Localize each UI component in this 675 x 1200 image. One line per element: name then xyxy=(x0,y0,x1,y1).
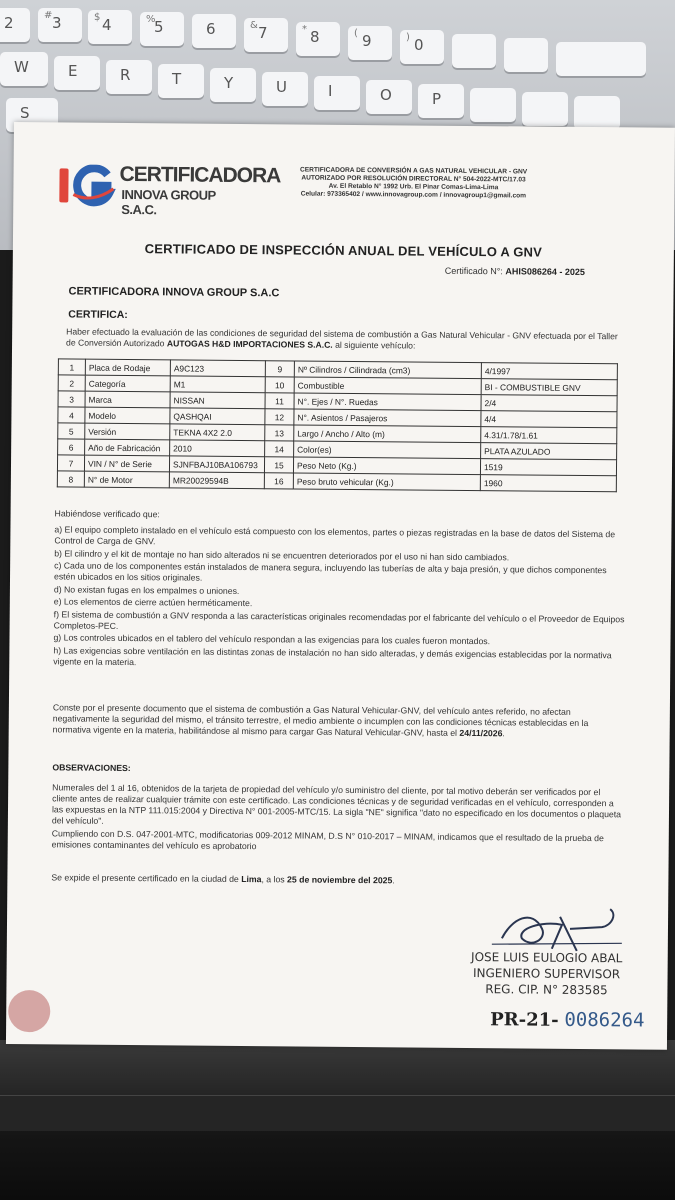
key xyxy=(504,38,548,72)
key: Y xyxy=(210,68,256,102)
verification-item: e) Los elementos de cierre actúen herméticamente. xyxy=(53,596,253,609)
key: O xyxy=(366,80,412,114)
vehicle-table-cell: Año de Fabricación xyxy=(85,439,170,456)
key xyxy=(574,96,620,130)
issued-date: 25 de noviembre del 2025 xyxy=(287,874,393,886)
pr-prefix: PR-21- xyxy=(490,1009,559,1031)
vehicle-table-cell: N°. Asientos / Pasajeros xyxy=(294,409,481,427)
key: # 3 xyxy=(38,8,82,42)
vehicle-table-cell: SJNFBAJ10BA106793 xyxy=(169,456,264,473)
vehicle-table-cell: M1 xyxy=(170,376,265,393)
key: I xyxy=(314,76,360,110)
vehicle-table-cell: 1519 xyxy=(480,459,616,476)
letterhead-line: Av. El Retablo N° 1992 Urb. El Pinar Comas-Lima-Lima xyxy=(328,182,499,192)
intro-text-end: al siguiente vehículo: xyxy=(332,339,416,351)
vehicle-table-cell: VIN / N° de Serie xyxy=(84,455,169,472)
key: * 8 xyxy=(296,22,340,56)
intro-text: Haber efectuado la evaluación de las condiciones de seguridad del sistema de combustión a Gas Natural Vehicular - GNV efectuada por el Taller de Conversión Autorizado xyxy=(66,326,618,348)
vehicle-table-cell: Peso bruto vehicular (Kg.) xyxy=(293,473,480,491)
verification-item: h) Las exigencias sobre ventilación en las distintas zonas de instalación no han sido alteradas, y demás exigencias establecidas por la normativa vigente en la materia. xyxy=(53,644,612,667)
verification-list xyxy=(53,524,626,671)
vehicle-table-cell: 2 xyxy=(58,375,85,391)
ig-logo-icon xyxy=(55,164,117,207)
key xyxy=(556,42,646,76)
issued-text: Se expide el presente certificado en la ciudad de xyxy=(51,872,242,885)
letterhead xyxy=(263,166,563,201)
vehicle-table-cell: 14 xyxy=(265,441,294,457)
vehicle-table-cell: Placa de Rodaje xyxy=(85,359,170,376)
key: R xyxy=(106,60,152,94)
vehicle-table-cell: 4/4 xyxy=(481,411,617,428)
letterhead-line: CERTIFICADORA DE CONVERSIÓN A GAS NATURAL VEHICULAR - GNV xyxy=(299,166,528,176)
vehicle-table-cell: 3 xyxy=(58,391,85,407)
signer-registration: REG. CIP. N° 283585 xyxy=(485,982,608,998)
vehicle-table-cell: 4.31/1.78/1.61 xyxy=(481,427,617,444)
vehicle-table-cell: 2/4 xyxy=(481,395,617,412)
conste-end: . xyxy=(502,728,505,739)
company-name: CERTIFICADORA INNOVA GROUP S.A.C xyxy=(68,285,280,300)
vehicle-table-cell: PLATA AZULADO xyxy=(481,443,617,460)
key xyxy=(522,92,568,126)
vehicle-table-cell: NISSAN xyxy=(170,392,265,409)
key: U xyxy=(262,72,308,106)
intro-paragraph xyxy=(66,326,626,352)
conste-text: Conste por el presente documento que el sistema de combustión a Gas Natural Vehicular-GNV, del vehículo antes referido, no afectan negativamente la seguridad del mismo, el tránsito terrestre, el medio ambiente o incumplen con las condiciones técnicas establecidas en la normativa vigente en la materia, habilitándose al mismo para cargar Gas Natural Vehicular-GNV, hasta el xyxy=(52,702,589,738)
vehicle-table-cell: 12 xyxy=(265,409,294,425)
key xyxy=(470,88,516,122)
key: ( 9 xyxy=(348,26,392,60)
key: & 7 xyxy=(244,18,288,52)
observacion-item: Cumpliendo con D.S. 047-2001-MTC, modificatorias 009-2012 MINAM, D.S N° 010-2017 – MINAM, indicamos que el resultado de la prueba de emisiones contaminantes del vehículo es aprobatorio xyxy=(51,827,604,851)
issued-text2: , a los xyxy=(261,874,288,885)
issued-line xyxy=(51,872,623,888)
vehicle-table-cell: 8 xyxy=(57,471,84,487)
verification-item: d) No existan fugas en los empalmes o uniones. xyxy=(53,583,240,596)
key: $ 4 xyxy=(88,10,132,44)
observacion-item: Numerales del 1 al 16, obtenidos de la tarjeta de propiedad del vehículo y/o suministro del cliente, por tal motivo deberán ser verificados por el cliente antes de realizar cualquier trámite con este certificado. Las condiciones técnicas y de seguridad verificadas en el vehículo, corresponden a las expuestas en la NTP 111.015:2004 y Directiva N° 001-2005-MTC/15. La sigla "NE" significa "dato no especificado en los documentos o plaqueta del vehículo". xyxy=(51,782,622,826)
vehicle-table-cell: QASHQAI xyxy=(170,408,265,425)
verification-item: c) Cada uno de los componentes están instalados de manera segura, incluyendo las tuberías de alta y baja presión, y que dichos componentes estén ubicados en los sitios originales. xyxy=(53,560,607,583)
vehicle-table-cell: 9 xyxy=(265,361,294,377)
vehicle-table-cell: 2010 xyxy=(170,440,265,457)
issued-end: . xyxy=(392,875,395,886)
issued-city: Lima xyxy=(241,874,262,885)
verification-item: f) El sistema de combustión a GNV responda a las características originales recomendadas por el fabricante del vehículo o el Proveedor de Equipos Completos-PEC. xyxy=(53,608,625,631)
vehicle-table-cell: 15 xyxy=(264,457,293,473)
certificate-number-label: Certificado N°: xyxy=(444,265,503,277)
vehicle-table-cell: N° de Motor xyxy=(84,471,169,488)
company-logo xyxy=(55,160,281,218)
key: P xyxy=(418,84,464,118)
desk-shelf xyxy=(0,1095,675,1131)
vehicle-table-cell: Combustible xyxy=(294,377,481,395)
vehicle-table-cell: Color(es) xyxy=(294,441,481,459)
vehicle-table-cell: Modelo xyxy=(85,407,170,424)
certificate-paper xyxy=(6,122,675,1050)
vehicle-table-cell: 6 xyxy=(58,439,85,455)
document-title: CERTIFICADO DE INSPECCIÓN ANUAL DEL VEHÍCULO A GNV xyxy=(144,241,543,260)
vehicle-table-cell: TEKNA 4X2 2.0 xyxy=(170,424,265,441)
signer-name: JOSE LUIS EULOGIO ABAL xyxy=(470,950,623,966)
vehicle-table-cell: 1 xyxy=(58,359,85,375)
key: ) 0 xyxy=(400,30,444,64)
vehicle-table-cell: 11 xyxy=(265,393,294,409)
vehicle-table-cell: Nº Cilindros / Cilindrada (cm3) xyxy=(294,361,481,379)
pr-serial xyxy=(490,1008,644,1031)
signer-role: INGENIERO SUPERVISOR xyxy=(472,966,621,982)
pr-number: 0086264 xyxy=(564,1008,645,1032)
verification-item: g) Los controles ubicados en el tablero del vehículo respondan a las exigencias para los cuales fueron montados. xyxy=(53,632,491,647)
key: T xyxy=(158,64,204,98)
vehicle-table-cell: Categoría xyxy=(85,375,170,392)
verification-section xyxy=(53,508,626,673)
vehicle-table-cell: 7 xyxy=(57,455,84,471)
signature-block xyxy=(461,898,632,1019)
vehicle-table-cell: 5 xyxy=(58,423,85,439)
key: E xyxy=(54,56,100,90)
vehicle-table-cell: Marca xyxy=(85,391,170,408)
vehicle-data-table xyxy=(57,358,618,492)
key xyxy=(452,34,496,68)
key: 6 xyxy=(192,14,236,48)
red-stamp xyxy=(8,990,50,1032)
verification-item: a) El equipo completo instalado en el vehículo está compuesto con los elementos, partes o piezas registradas en la base de datos del Sistema de Control de Carga de GNV. xyxy=(54,524,616,547)
observaciones-list xyxy=(52,782,625,856)
certifica-heading: CERTIFICA: xyxy=(68,308,128,322)
workshop-name: AUTOGAS H&D IMPORTACIONES S.A.C. xyxy=(166,337,333,350)
letterhead-line: AUTORIZADO POR RESOLUCIÓN DIRECTORAL N° 504-2022-MTC/17.03 xyxy=(301,174,526,184)
vehicle-table-cell: Largo / Ancho / Alto (m) xyxy=(294,425,481,443)
logo-line1: CERTIFICADORA xyxy=(119,162,281,188)
vehicle-table-cell: 1960 xyxy=(480,475,616,492)
observaciones-heading: OBSERVACIONES: xyxy=(52,762,131,774)
valid-until-date: 24/11/2026 xyxy=(459,727,503,739)
key: % 5 xyxy=(140,12,184,46)
verification-item: b) El cilindro y el kit de montaje no han sido alterados ni se encuentren deteriorados por el uso ni han sido cambiados. xyxy=(54,547,510,562)
vehicle-table-cell: Peso Neto (Kg.) xyxy=(293,457,480,475)
vehicle-table-cell: BI - COMBUSTIBLE GNV xyxy=(481,379,617,396)
certificate-number xyxy=(445,266,585,277)
conste-paragraph xyxy=(53,702,625,740)
vehicle-table-cell: A9C123 xyxy=(170,360,265,377)
certificate-number-value: AHIS086264 - 2025 xyxy=(505,266,585,277)
key: W xyxy=(0,52,48,86)
key: S xyxy=(6,98,58,132)
key: 2 xyxy=(0,8,30,42)
verified-intro: Habiéndose verificado que: xyxy=(54,508,160,520)
letterhead-line: Celular: 973365402 / www.innovagroup.com / innovagroup1@gmail.com xyxy=(300,190,527,200)
vehicle-table-cell: 4 xyxy=(58,407,85,423)
logo-line2: INNOVA GROUP S.A.C. xyxy=(121,186,216,218)
vehicle-table-cell: Versión xyxy=(85,423,170,440)
vehicle-table-cell: MR20029594B xyxy=(169,472,264,489)
vehicle-table-cell: 13 xyxy=(265,425,294,441)
vehicle-table-cell: N°. Ejes / N°. Ruedas xyxy=(294,393,481,411)
vehicle-table-cell: 16 xyxy=(264,473,293,489)
vehicle-table-cell: 4/1997 xyxy=(481,363,617,380)
vehicle-table-cell: 10 xyxy=(265,377,294,393)
